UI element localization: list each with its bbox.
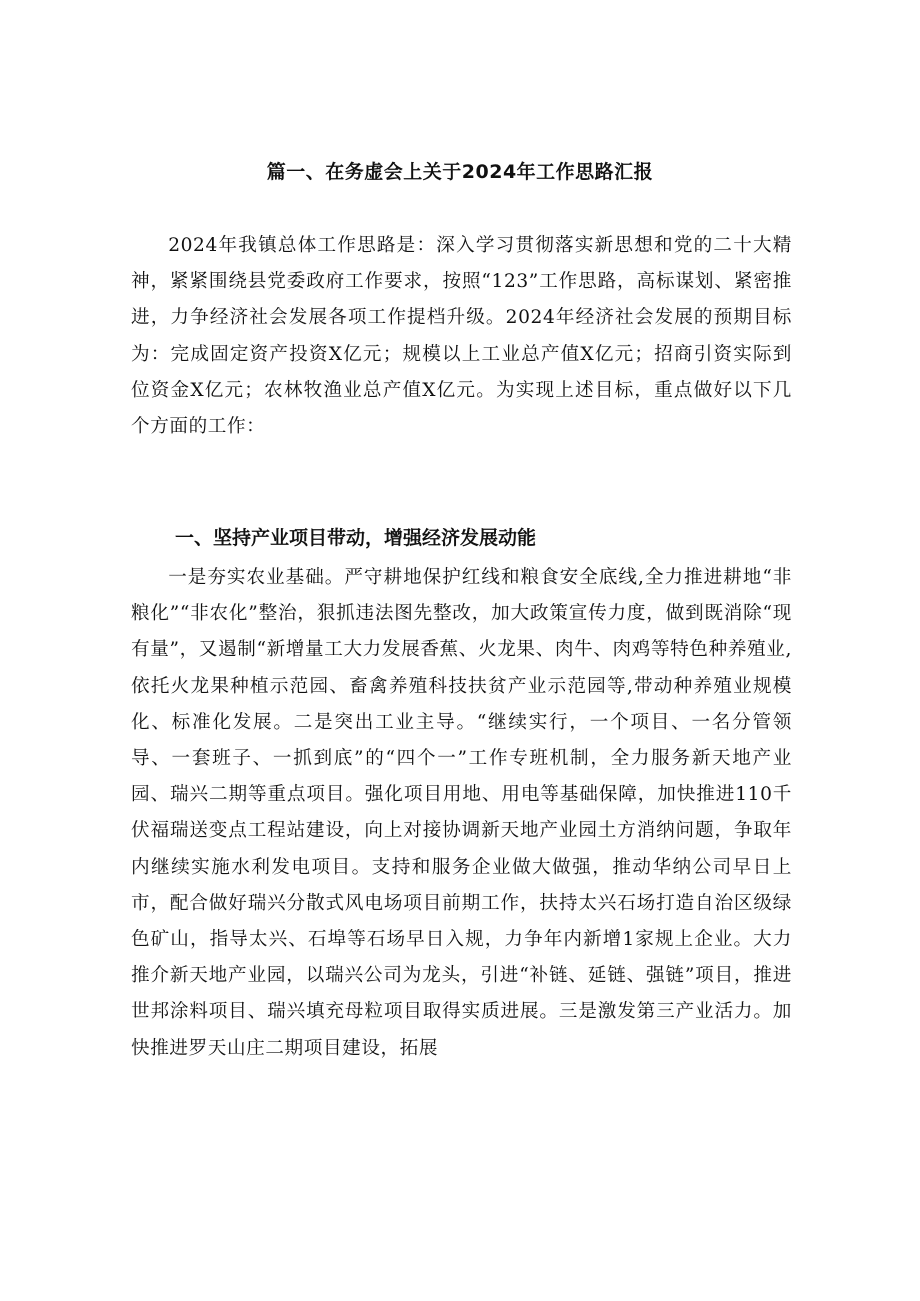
document-title: 篇一、在务虚会上关于2024年工作思路汇报 <box>266 161 654 183</box>
paragraph-industry-projects: 一是夯实农业基础。严守耕地保护红线和粮食安全底线,全力推进耕地“非粮化”“非农化”整治，狠抓违法图先整改，加大政策宣传力度，做到既消除“现有量”，又遏制“新增量工大力发展香蕉、火龙果、肉牛、肉鸡等特色种养殖业,依托火龙果种植示范园、畜禽养殖科技扶贫产业示范园等,带动种养殖业规模化、标准化发展。二是突出工业主导。“继续实行，一个项目、一名分管领导、一套班子、一抓到底”的“四个一”工作专班机制，全力服务新天地产业园、瑞兴二期等重点项目。强化项目用地、用电等基础保障，加快推进110千伏福瑞送变点工程站建设，向上对接协调新天地产业园土方消纳问题，争取年内继续实施水利发电项目。支持和服务企业做大做强，推动华纳公司早日上市，配合做好瑞兴分散式风电场项目前期工作，扶持太兴石场打造自治区级绿色矿山，指导太兴、石埠等石场早日入规，力争年内新增1家规上企业。大力推介新天地产业园，以瑞兴公司为龙头，引进“补链、延链、强链”项目，推进世邦涂料项目、瑞兴填充母粒项目取得实质进展。三是激发第三产业活力。加快推进罗天山庄二期项目建设，拓展 <box>131 567 792 1059</box>
paragraph-overall-plan: 2024年我镇总体工作思路是：深入学习贯彻落实新思想和党的二十大精神，紧紧围绕县党委政府工作要求，按照“123”工作思路，高标谋划、紧密推进，力争经济社会发展各项工作提档升级。2024年经济社会发展的预期目标为：完成固定资产投资X亿元；规模以上工业总产值X亿元；招商引资实际到位资金X亿元；农林牧渔业总产值X亿元。为实现上述目标，重点做好以下几个方面的工作： <box>131 235 792 438</box>
section-heading: 一、坚持产业项目带动，增强经济发展动能 <box>175 527 537 549</box>
